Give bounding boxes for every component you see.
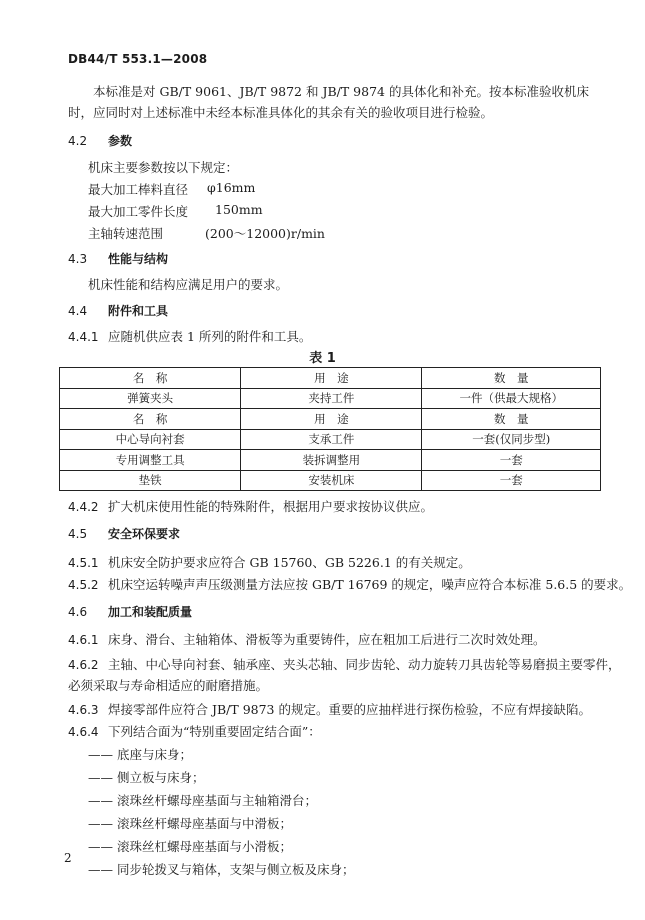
table-cell: 装拆调整用 — [241, 450, 422, 471]
clause-4-5-2 — [68, 575, 631, 593]
params-lead: 机床主要参数按以下规定： — [88, 160, 239, 175]
table-cell: 数 量 — [422, 368, 601, 389]
clause-text: 下列结合面为“特别重要固定结合面”： — [108, 724, 321, 739]
accessories-table — [59, 367, 601, 491]
section-4-3-text: 机床性能和结构应满足用户的要求。 — [88, 277, 289, 292]
clause-number: 4.6.2 — [68, 658, 99, 672]
table-cell: 夹持工件 — [241, 388, 422, 409]
table-row — [60, 388, 601, 409]
section-number: 4.4 — [68, 304, 88, 318]
document-header: DB44/T 553.1—2008 — [68, 52, 208, 66]
table-row — [60, 409, 601, 430]
section-number: 4.2 — [68, 134, 88, 148]
clause-4-6-4 — [68, 722, 321, 740]
list-item: —— 侧立板与床身； — [88, 770, 205, 785]
table-row — [60, 450, 601, 471]
section-number: 4.3 — [68, 252, 88, 266]
clause-number: 4.5.2 — [68, 578, 99, 592]
list-item: —— 底座与床身； — [88, 747, 192, 762]
clause-number: 4.6.1 — [68, 633, 99, 647]
table-cell: 名 称 — [60, 368, 241, 389]
clause-text: 焊接零部件应符合 JB/T 9873 的规定。重要的应抽样进行探伤检验，不应有焊接缺陷。 — [108, 702, 591, 717]
section-4-2-heading — [68, 132, 132, 149]
list-item: —— 滚珠丝杠螺母座基面与小滑板； — [88, 839, 292, 854]
clause-4-5-1 — [68, 553, 471, 571]
section-4-5-heading — [68, 525, 180, 542]
list-item: —— 同步轮拨叉与箱体，支架与侧立板及床身； — [88, 862, 355, 877]
section-4-6-heading — [68, 603, 192, 620]
list-item: —— 滚珠丝杆螺母座基面与中滑板； — [88, 816, 292, 831]
table-cell: 垫铁 — [60, 470, 241, 491]
table-cell: 用 途 — [241, 409, 422, 430]
clause-text: 床身、滑台、主轴箱体、滑板等为重要铸件，应在粗加工后进行二次时效处理。 — [108, 632, 546, 647]
clause-number: 4.6.4 — [68, 725, 99, 739]
clause-4-6-1 — [68, 630, 546, 648]
table-cell: 安装机床 — [241, 470, 422, 491]
table-row — [60, 368, 601, 389]
page-number: 2 — [64, 851, 72, 865]
table-cell: 名 称 — [60, 409, 241, 430]
table-title: 表 1 — [309, 351, 336, 366]
clause-number: 4.6.3 — [68, 703, 99, 717]
param-name: 主轴转速范围 — [88, 226, 164, 241]
param-value: 150mm — [215, 202, 263, 217]
table-cell: 一套 — [422, 450, 601, 471]
clause-number: 4.4.2 — [68, 500, 99, 514]
table-row — [60, 470, 601, 491]
section-title: 附件和工具 — [108, 304, 169, 318]
clause-text: 机床安全防护要求应符合 GB 15760、GB 5226.1 的有关规定。 — [108, 555, 471, 570]
clause-number: 4.5.1 — [68, 556, 99, 570]
clause-continuation: 必须采取与寿命相适应的耐磨措施。 — [68, 678, 269, 693]
section-title: 加工和装配质量 — [108, 605, 193, 619]
section-4-4-heading — [68, 302, 168, 319]
clause-4-6-3 — [68, 700, 591, 718]
clause-number: 4.4.1 — [68, 330, 99, 344]
clause-text: 应随机供应表 1 所列的附件和工具。 — [108, 329, 312, 344]
table-cell: 弹簧夹头 — [60, 388, 241, 409]
intro-paragraph: 本标准是对 GB/T 9061、JB/T 9872 和 JB/T 9874 的具体化和补充。按本标准验收机床时，应同时对上述标准中未经本标准具体化的其余有关的验收项目进行检验。 — [68, 84, 589, 120]
param-value: φ16mm — [207, 180, 256, 195]
table-cell: 用 途 — [241, 368, 422, 389]
table-cell: 支承工件 — [241, 429, 422, 450]
table-cell: 一套(仅同步型) — [422, 429, 601, 450]
table-cell: 一件（供最大规格） — [422, 388, 601, 409]
clause-text: 机床空运转噪声声压级测量方法应按 GB/T 16769 的规定，噪声应符合本标准 5.6.5 的要求。 — [108, 577, 632, 592]
param-name: 最大加工零件长度 — [88, 204, 189, 219]
table-cell: 一套 — [422, 470, 601, 491]
param-value: (200～12000)r/min — [205, 226, 325, 241]
section-title: 性能与结构 — [108, 252, 169, 266]
clause-4-4-1 — [68, 327, 311, 345]
param-name: 最大加工棒料直径 — [88, 182, 189, 197]
clause-text: 扩大机床使用性能的特殊附件，根据用户要求按协议供应。 — [108, 499, 434, 514]
section-number: 4.6 — [68, 605, 88, 619]
section-4-3-heading — [68, 250, 168, 267]
table-row — [60, 429, 601, 450]
table-cell: 数 量 — [422, 409, 601, 430]
table-cell: 专用调整工具 — [60, 450, 241, 471]
section-title: 参数 — [108, 134, 133, 148]
clause-text: 主轴、中心导向衬套、轴承座、夹头芯轴、同步齿轮、动力旋转刀具齿轮等易磨损主要零件， — [108, 657, 621, 672]
section-number: 4.5 — [68, 527, 88, 541]
clause-4-4-2 — [68, 497, 433, 515]
list-item: —— 滚珠丝杆螺母座基面与主轴箱滑台； — [88, 793, 317, 808]
section-title: 安全环保要求 — [108, 527, 181, 541]
clause-4-6-2 — [68, 655, 621, 673]
table-cell: 中心导向衬套 — [60, 429, 241, 450]
